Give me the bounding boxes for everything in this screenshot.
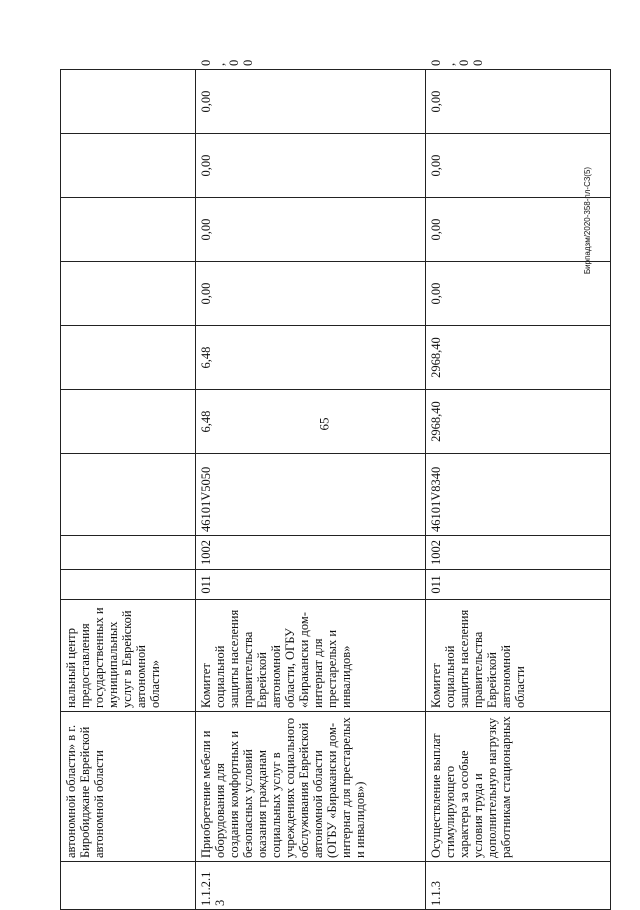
cell-rz: 1002: [196, 536, 426, 570]
cell-value-4: 0,00: [426, 198, 611, 262]
cell-value-2: [61, 326, 196, 390]
cell-value-2: 2968,40: [426, 326, 611, 390]
cell-executor: Комитет социальной защиты населения правительства Еврейской автономной области, ОГБУ «Биракански дом-интернат для престарелых и инвалидов»: [196, 600, 426, 712]
cell-csr: 46101V5050: [196, 454, 426, 536]
cell-value-2: 6,48: [196, 326, 426, 390]
cell-grbs: [61, 570, 196, 600]
cell-executor: нальный центр предоставления государственных и муниципальных услуг в Еврейской автономной области»: [61, 600, 196, 712]
cell-name: автономной области» в г. Биробиджане Еврейской автономной области: [61, 712, 196, 862]
cell-value-1: [61, 390, 196, 454]
cell-value-5: [61, 134, 196, 198]
cell-value-5: 0,00: [196, 134, 426, 198]
cell-rz: 1002: [426, 536, 611, 570]
cell-num: 1.1.3: [426, 862, 611, 910]
cell-num: [61, 862, 196, 910]
table-row: [61, 70, 196, 910]
cell-grbs: 011: [426, 570, 611, 600]
cell-value-1: 6,48: [196, 390, 426, 454]
cell-value-6: 0,00: [196, 70, 426, 134]
cell-value-5: 0,00: [426, 134, 611, 198]
cell-grbs: 011: [196, 570, 426, 600]
cell-value-6: [61, 70, 196, 134]
table-row: 1.1.3 Осуществление выплат стимулирующего характера за особые условия труда и дополнительную нагрузку работникам стационарных Комитет социальной защиты населения правительства Еврейской автономной области 011 1002 46101V8340 2968,40 2968,40 0,00 0,00 0,00 0,00 0,00: [426, 70, 611, 910]
cell-csr: 46101V8340: [426, 454, 611, 536]
cell-value-3: [61, 262, 196, 326]
cell-rz: [61, 536, 196, 570]
cell-csr: [61, 454, 196, 536]
cell-name: Приобретение мебели и оборудования для создания комфортных и безопасных условий оказания гражданам социальных услуг в учреждениях социального обслуживания Еврейской автономной области (ОГБУ «Биракански дом-интернат для престарелых и инвалидов»): [196, 712, 426, 862]
page-number: 65: [316, 417, 332, 431]
cell-num: 1.1.2.1 3: [196, 862, 426, 910]
cell-value-4: [61, 198, 196, 262]
cell-value-6: 0,00: [426, 70, 611, 134]
cell-name: Осуществление выплат стимулирующего характера за особые условия труда и дополнительную нагрузку работникам стационарных: [426, 712, 611, 862]
cell-value-3: 0,00: [426, 262, 611, 326]
cell-value-1: 2968,40: [426, 390, 611, 454]
cell-value-3: 0,00: [196, 262, 426, 326]
budget-table: [60, 59, 611, 910]
table-row: 1.1.2.1 3 Приобретение мебели и оборудования для создания комфортных и безопасных условий оказания гражданам социальных услуг в учреждениях социального обслуживания Еврейской автономной области (ОГБУ «Биракански дом-интернат для престарелых и инвалидов») Комитет социальной защиты населения правительства Еврейской автономной области, ОГБУ «Биракански дом-интернат для престарелых и инвалидов» 011 1002 46101V5050 6,48 6,48 0,00 0,00 0,00 0,00 0,00: [196, 70, 426, 910]
cell-value-4: 0,00: [196, 198, 426, 262]
document-footer-code: Бирпадзм/2020-358-пл-С3(5): [583, 166, 593, 275]
rotated-table-sheet: [60, 59, 620, 910]
cell-executor: Комитет социальной защиты населения правительства Еврейской автономной области: [426, 600, 611, 712]
